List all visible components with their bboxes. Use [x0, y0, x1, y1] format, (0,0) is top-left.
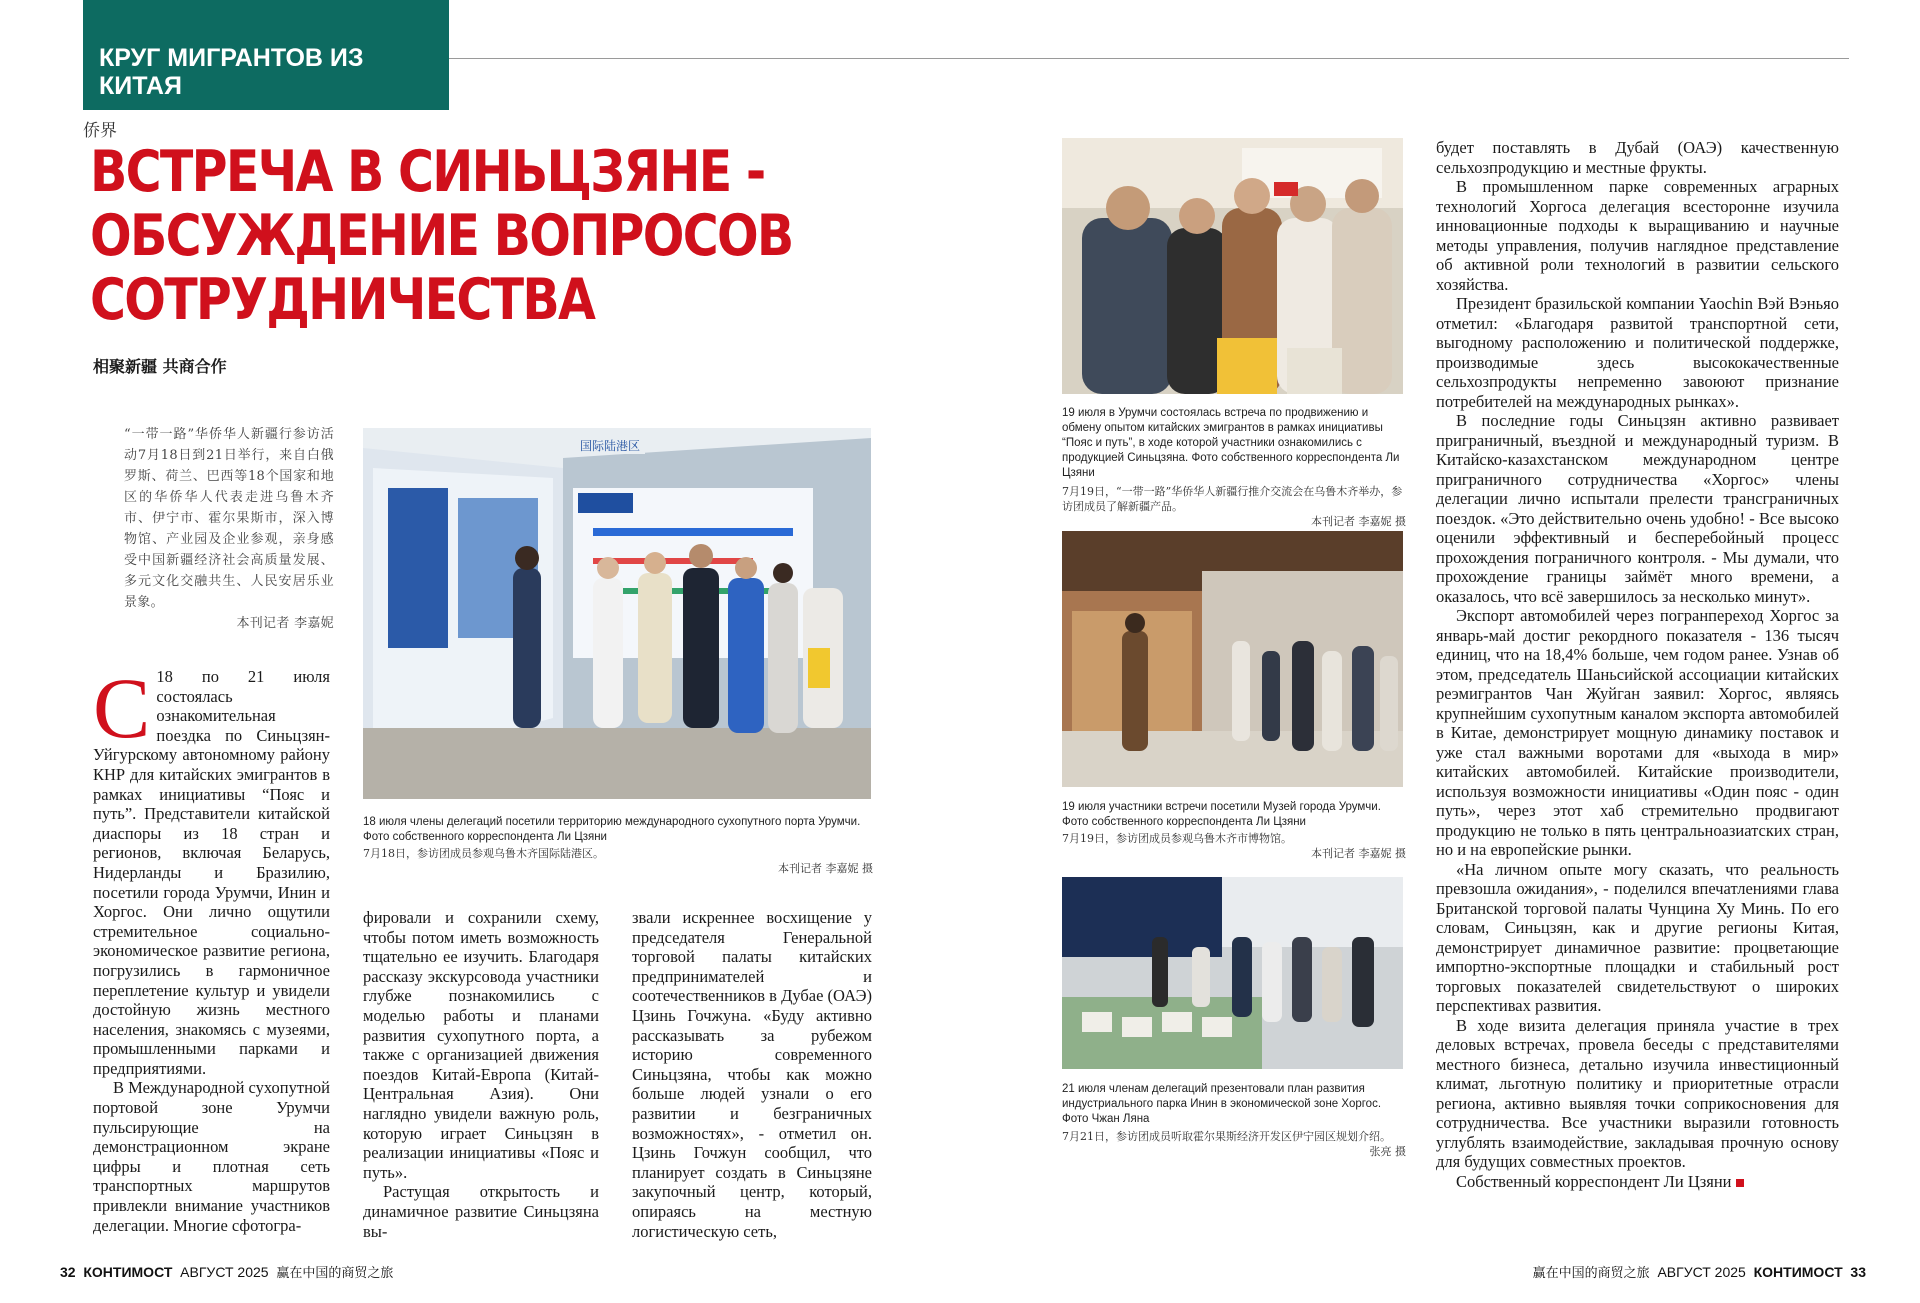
headline — [90, 139, 793, 333]
intro-cn — [124, 424, 334, 634]
caption-photo-1-cn — [363, 846, 873, 876]
article-column-5 — [1436, 138, 1839, 1191]
caption-photo-1: 18 июля члены делегаций посетили территорию международного сухопутного порта Урумчи. Фото собственного корреспондента Ли Цзяни — [363, 816, 861, 843]
caption-photo-3-credit: 本刊记者 李嘉妮 摄 — [1311, 847, 1406, 860]
caption-photo-2-credit: 本刊记者 李嘉妮 摄 — [1311, 515, 1406, 528]
column-5-paragraph-4: В последние годы Синьцзян активно развивает приграничный, въездной и международный туризм. В Китайско-казахстанском международном центре приграничного сотрудничества «Хоргос» члены делегации лично испытали прелести трансграничных поездок. «Это действительно очень удобно! - Все высоко оценили эффективный и бесперебойный процесс прохождения пограничного контроля. - Мы думали, что прохождение границы займёт много времени, а оказалось, что всё завершилось за несколько минут». — [1436, 411, 1839, 606]
port-screen-title: 国际陆港区 — [579, 439, 641, 453]
page-number-left: 32 — [60, 1264, 76, 1280]
headline-line3: СОТРУДНИЧЕСТВА — [90, 267, 595, 333]
footer-brand-left: КОНТИМОСТ — [83, 1264, 173, 1280]
footer-left — [60, 1262, 393, 1281]
column-5-paragraph-1: будет поставлять в Дубай (ОАЭ) качественную сельхозпродукцию и местные фрукты. — [1436, 138, 1839, 177]
photo-products-meeting — [1062, 138, 1403, 394]
footer-brand-right: КОНТИМОСТ — [1753, 1264, 1843, 1280]
column-3-paragraph-1: звали искреннее восхищение у председателя Генеральной торговой палаты китайских предпринимателей и соотечественников в Дубае (ОАЭ) Цзинь Гочжуна. «Буду активно рассказывать за рубежом историю современного Синьцзяна, чтобы как можно больше людей узнали о его развитии и безграничных возможностях», - отметил он. Цзинь Гочжун сообщил, что планирует создать в Синьцзяне закупочный центр, который, опираясь на местную логистическую сеть, — [632, 908, 872, 1241]
column-2-paragraph-1: фировали и сохранили схему, чтобы потом иметь возможность тщательно ее изучить. Благодаря рассказу экскурсовода участники глубже познакомились с моделью работы и планами развития сухопутного порта, а также с организацией движения поездов Китай-Европа (Китай-Центральная Азия). Они наглядно увидели важную роль, которую играет Синьцзян в реализации инициативы «Пояс и путь». — [363, 908, 599, 1182]
section-label-cn: 侨界 — [83, 121, 117, 141]
page-number-right: 33 — [1850, 1264, 1866, 1280]
footer-cn-right: 赢在中国的商贸之旅 — [1532, 1266, 1650, 1281]
column-5-paragraph-2: В промышленном парке современных аграрных технологий Хоргоса делегация всесторонне изучила инновационные подходы к выращиванию и научные методы управления, получив наглядное представление об активной роли технологий в развитии сельского хозяйства. — [1436, 177, 1839, 294]
footer-issue-left: АВГУСТ 2025 — [180, 1264, 269, 1280]
article-column-2 — [363, 908, 599, 1241]
article-column-3 — [632, 908, 872, 1241]
footer-cn-left: 赢在中国的商贸之旅 — [276, 1266, 394, 1281]
intro-cn-text: “一带一路”华侨华人新疆行参访活动7月18日到21日举行，来自白俄罗斯、荷兰、巴西等18个国家和地区的华侨华人代表走进乌鲁木齐市、伊宁市、霍尔果斯市，深入博物馆、产业园及企业参观，亲身感受中国新疆经济社会高质量发展、多元文化交融共生、人民安居乐业景象。 — [124, 427, 334, 610]
footer-issue-right: АВГУСТ 2025 — [1657, 1264, 1746, 1280]
headline-line2: ОБСУЖДЕНИЕ ВОПРОСОВ — [90, 203, 793, 269]
caption-photo-3: 19 июля участники встречи посетили Музей города Урумчи. Фото собственного корреспондента Ли Цзяни — [1062, 801, 1381, 828]
caption-photo-3-cn-text: 7月19日，参访团成员参观乌鲁木齐市博物馆。 — [1062, 832, 1292, 845]
intro-cn-signature: 本刊记者 李嘉妮 — [236, 616, 334, 631]
caption-photo-4-cn-text: 7月21日，参访团成员听取霍尔果斯经济开发区伊宁园区规划介绍。 — [1062, 1130, 1391, 1143]
caption-photo-3-cn — [1062, 831, 1406, 861]
header-rule — [449, 58, 1849, 59]
section-title-line1: КРУГ МИГРАНТОВ ИЗ — [99, 44, 364, 72]
caption-photo-4: 21 июля членам делегаций презентовали план развития индустриального парка Инин в экономической зоне Хоргос. Фото Чжан Ляна — [1062, 1083, 1382, 1125]
dropcap: С — [93, 660, 151, 756]
photo-port-exhibition — [363, 428, 871, 799]
column-5-signature-line — [1436, 1172, 1839, 1192]
caption-photo-1-cn-text: 7月18日，参访团成员参观乌鲁木齐国际陆港区。 — [363, 847, 604, 860]
column-2-paragraph-2: Растущая открытость и динамичное развитие Синьцзяна вы- — [363, 1182, 599, 1241]
caption-photo-2-cn-text: 7月19日，“一带一路”华侨华人新疆行推介交流会在乌鲁木齐举办，参访团成员了解新疆产品。 — [1062, 485, 1403, 513]
section-label — [83, 0, 449, 110]
photo-urumqi-museum — [1062, 531, 1403, 787]
caption-photo-4-cn — [1062, 1129, 1406, 1159]
column-5-paragraph-5: Экспорт автомобилей через погранпереход Хоргос за январь-май достиг рекордного показателя - 136 тысяч единиц, что на 18,4% больше, чем годом ранее. Узнав об этом, председатель Шаньсийской ассоциации китайских реэмигрантов Чан Жуйган заявил: Хоргос, являясь крупнейшим сухопутным каналом экспорта автомобилей в Китае, демонстрирует мощную динамику поставок и уже стал важными воротами для «выхода в мир» китайских автомобилей. Китайские производители, используя возможности инициативы «Один пояс - один путь», через этот хаб стремительно продвигают продукцию не только в пять центральноазиатских стран, но и на европейские рынки. — [1436, 606, 1839, 859]
caption-photo-2: 19 июля в Урумчи состоялась встреча по продвижению и обмену опытом китайских эмигрантов в рамках инициативы “Пояс и путь”, в ходе которой участники ознакомились с продукцией Синьцзяна. Фото собственного корреспондента Ли Цзяни — [1062, 407, 1400, 479]
column-1-paragraph-2: В Международной сухопутной портовой зоне Урумчи пульсирующие на демонстрационном экране цифры и плотная сеть транспортных маршрутов привлекли внимание участников делегации. Многие сфотогра- — [93, 1078, 330, 1235]
caption-photo-1-credit: 本刊记者 李嘉妮 摄 — [778, 862, 873, 875]
subheadline-cn: 相聚新疆 共商合作 — [93, 357, 227, 376]
column-5-paragraph-7: В ходе визита делегация приняла участие в трех деловых встречах, провела беседы с представителями местного бизнеса, детально изучила инвестиционный климат, льготную политику и приоритетные отрасли региона, активно выявляя точки соприкосновения для сотрудничества. Все участники выразили готовность углублять взаимодействие, закладывая прочную основу для будущих совместных проектов. — [1436, 1015, 1839, 1171]
column-5-paragraph-3: Президент бразильской компании Yaochin Вэй Вэньяо отметил: «Благодаря развитой транспортной сети, выгодному расположению и политической поддержке, производимые здесь высококачественные сельхозпродукты непременно завоюют признание потребителей на международных рынках». — [1436, 294, 1839, 411]
article-column-1 — [93, 660, 330, 1235]
column-5-signature: Собственный корреспондент Ли Цзяни — [1456, 1171, 1732, 1191]
end-mark-icon — [1736, 1179, 1744, 1187]
column-1-paragraph-1: 18 по 21 июля состоялась ознакомительная поездка по Синьцзян-Уйгурскому автономному району КНР для китайских эмигрантов в рамках инициативы “Пояс и путь”. Представители китайской диаспоры из 18 стран и регионов, включая Беларусь, Нидерланды и Бразилию, посетили города Урумчи, Инин и Хоргос. Они лично ощутили стремительное социально-экономическое развитие региона, погрузились в гармоничное переплетение культур и увидели достойную жизнь местного населения, знакомясь с музеями, промышленными парками и предприятиями. — [93, 667, 330, 1078]
section-title-line2: КИТАЯ — [99, 72, 182, 100]
footer-right — [1533, 1262, 1866, 1281]
caption-photo-2-cn — [1062, 484, 1406, 529]
headline-line1: ВСТРЕЧА В СИНЬЦЗЯНЕ - — [90, 139, 765, 205]
column-5-paragraph-6: «На личном опыте могу сказать, что реальность превзошла ожидания», - поделился впечатлениями глава Британской торговой палаты Чунцина Ху Минь. По его словам, Синьцзян, как и другие регионы Китая, демонстрирует динамичное развитие: процветающие импортно-экспортные площадки и стабильный рост торговых показателей свидетельствуют о широких перспективах развития. — [1436, 859, 1839, 1015]
photo-park-plan — [1062, 877, 1403, 1069]
caption-photo-4-credit: 张亮 摄 — [1369, 1145, 1406, 1158]
